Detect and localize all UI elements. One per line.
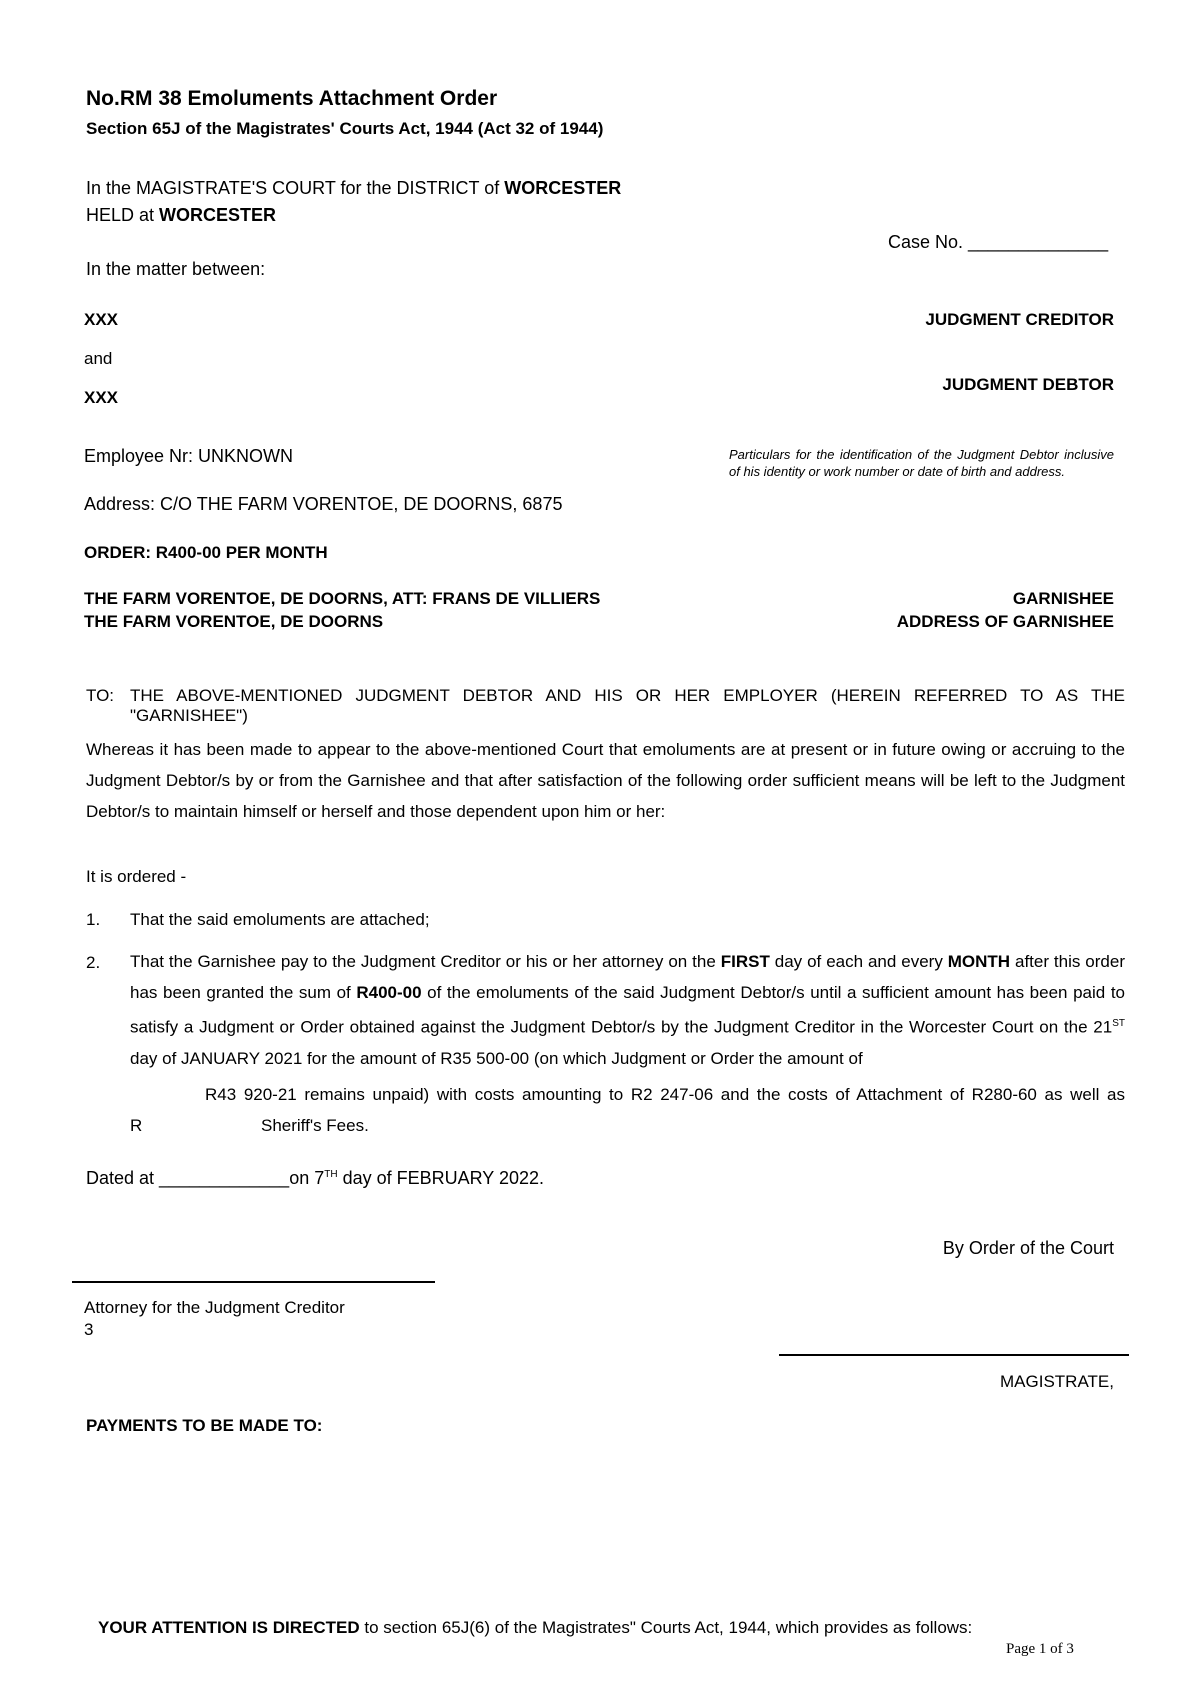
item-2-number: 2. <box>86 953 101 972</box>
debtor-address: Address: C/O THE FARM VORENTOE, DE DOORNS, 6875 <box>84 494 563 514</box>
order-amount: ORDER: R400-00 PER MONTH <box>84 543 328 562</box>
item-2-part-c: after this order has been granted the sum of <box>130 952 1125 1002</box>
dated-th-sup: TH <box>324 1169 338 1180</box>
item-2-amount: R400-00 <box>356 983 422 1002</box>
attention-line <box>98 1618 972 1638</box>
attorney-number: 3 <box>84 1320 94 1339</box>
garnishee-name: THE FARM VORENTOE, DE DOORNS, ATT: FRANS DE VILLIERS <box>84 589 601 608</box>
attention-rest: to section 65J(6) of the Magistrates" Courts Act, 1944, which provides as follows: <box>359 1618 973 1637</box>
item-2-text <box>130 946 1125 1074</box>
creditor-name: XXX <box>84 310 119 329</box>
page-number: Page 1 of 3 <box>1006 1641 1074 1657</box>
item-2-r: R <box>130 1116 143 1135</box>
dated-prefix: Dated at <box>86 1168 160 1188</box>
attorney-label: Attorney for the Judgment Creditor <box>84 1298 345 1317</box>
item-2-part-d: of the emoluments of the said Judgment Debtor/s until a sufficient amount has been paid to satisfy a Judgment or Order obtained against the Judgment Debtor/s by the Judgment Creditor in the Worcester Court on the 21 <box>130 983 1125 1037</box>
employee-number: Employee Nr: UNKNOWN <box>84 446 294 466</box>
item-1-text: That the said emoluments are attached; <box>130 910 430 929</box>
dated-place-blank: _____________ <box>159 1168 290 1188</box>
garnishee-address: THE FARM VORENTOE, DE DOORNS <box>84 612 384 631</box>
case-number: Case No. ______________ <box>888 232 1109 252</box>
item-2-part-b: day of each and every <box>769 952 948 971</box>
creditor-role: JUDGMENT CREDITOR <box>925 310 1114 329</box>
court-held-line <box>86 205 276 226</box>
item-2-first: FIRST <box>720 952 770 971</box>
dated-mid: on 7 <box>289 1168 325 1188</box>
to-label: TO: <box>86 686 115 705</box>
document-title: No.RM 38 Emoluments Attachment Order <box>86 87 498 110</box>
it-is-ordered: It is ordered - <box>86 867 187 886</box>
item-2-st-sup: ST <box>1112 1018 1125 1029</box>
item-2-part-a: That the Garnishee pay to the Judgment Creditor or his or her attorney on the <box>130 952 721 971</box>
garnishee-address-label: ADDRESS OF GARNISHEE <box>896 612 1114 631</box>
item-1-number: 1. <box>86 910 101 929</box>
particulars-note: Particulars for the identification of the Judgment Debtor inclusive of his identity or work number or date of birth and address. <box>729 447 1114 479</box>
item-2-line-5: R43 920-21 remains unpaid) with costs amounting to R2 247-06 and the costs of Attachment of R280-60 as well as <box>205 1085 1125 1104</box>
dated-line <box>86 1168 544 1189</box>
by-order-of-court: By Order of the Court <box>942 1238 1114 1258</box>
item-2-part-e: day of JANUARY 2021 for the amount of R35 500-00 (on which Judgment or Order the amount of <box>130 1048 863 1068</box>
garnishee-label: GARNISHEE <box>1012 589 1114 608</box>
matter-between: In the matter between: <box>86 259 266 279</box>
and-text: and <box>84 349 113 368</box>
magistrate-signature-line <box>779 1354 1129 1356</box>
held-place: WORCESTER <box>159 205 277 225</box>
whereas-paragraph: Whereas it has been made to appear to the above-mentioned Court that emoluments are at present or in future owing or accruing to the Judgment Debtor/s by or from the Garnishee and that after satisfaction of the following order sufficient means will be left to the Judgment Debtor/s to maintain himself or herself and those dependent upon him or her: <box>86 740 1125 821</box>
payments-label: PAYMENTS TO BE MADE TO: <box>86 1416 323 1435</box>
court-district-line <box>86 178 621 199</box>
held-prefix: HELD at <box>86 205 160 225</box>
magistrate-label: MAGISTRATE, <box>1000 1372 1114 1391</box>
to-text: THE ABOVE-MENTIONED JUDGMENT DEBTOR AND HIS OR HER EMPLOYER (HEREIN REFERRED TO AS THE "GARNISHEE") <box>130 686 1125 725</box>
attorney-signature-line <box>72 1281 435 1283</box>
dated-suffix: day of FEBRUARY 2022. <box>337 1168 545 1188</box>
attention-bold: YOUR ATTENTION IS DIRECTED <box>98 1618 360 1637</box>
document-subtitle: Section 65J of the Magistrates' Courts Act, 1944 (Act 32 of 1944) <box>86 119 604 138</box>
debtor-name: XXX <box>84 388 119 407</box>
court-district: WORCESTER <box>504 178 622 198</box>
item-2-month: MONTH <box>947 952 1011 971</box>
item-2-sheriff: Sheriff's Fees. <box>261 1116 369 1135</box>
debtor-role: JUDGMENT DEBTOR <box>942 375 1114 394</box>
court-line-prefix: In the MAGISTRATE'S COURT for the DISTRICT of <box>86 178 505 198</box>
